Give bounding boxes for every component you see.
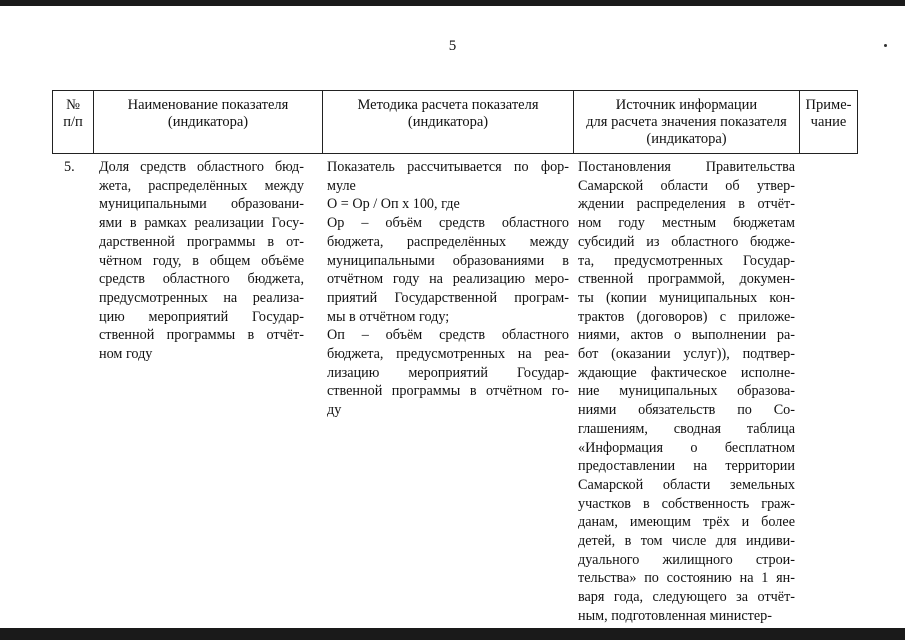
cell-line: та, предусмотренных Государ-: [578, 252, 795, 269]
cell-line: Самарской области земельных: [578, 476, 795, 493]
cell-line: глашениям, сводная таблица: [578, 420, 795, 437]
row-number-text: 5.: [64, 159, 75, 175]
cell-line: детей, в том числе для индиви-: [578, 533, 795, 550]
cell-line: мы в отчётном году;: [327, 308, 450, 325]
cell-line: бот (оказании услуг)), подтвер-: [578, 346, 795, 363]
table-header-border: [52, 153, 858, 154]
cell-line: лизацию мероприятий Государ-: [327, 364, 569, 381]
cell-line: ниями обязательств по Со-: [578, 402, 795, 419]
cell-line: ние муниципальных образова-: [578, 383, 795, 400]
cell-line: дарственной программы в от-: [99, 233, 304, 250]
cell-line: Постановления Правительства: [578, 159, 795, 175]
header-note: [800, 97, 857, 131]
cell-line: Самарской области об утвер-: [578, 177, 795, 194]
header-note-line: Приме-: [805, 97, 852, 113]
cell-line: Показатель рассчитывается по фор-: [327, 159, 569, 175]
cell-line: жета, распределённых между: [99, 177, 304, 194]
cell-line: дуального жилищного строи-: [578, 551, 795, 568]
cell-line: ном году местным бюджетам: [578, 215, 795, 232]
cell-line: «Информация о бесплатном: [578, 439, 795, 456]
header-num: [53, 97, 93, 131]
header-num-line: п/п: [63, 114, 83, 130]
cell-line: муниципальными образовани-: [99, 196, 304, 213]
cell-line: предоставлении на территории: [578, 458, 795, 475]
header-source: [574, 97, 799, 148]
cell-line: трактов (договоров) с приложе-: [578, 308, 795, 325]
cell-line: чётном году, в общем объёме: [99, 252, 304, 269]
cell-line: средств областного бюджета,: [99, 271, 304, 288]
cell-line: ственной программой, докумен-: [578, 271, 795, 288]
cell-line: цию мероприятий Государ-: [99, 308, 304, 325]
header-indicator-name: [94, 97, 322, 131]
cell-line: ном году: [99, 346, 153, 363]
cell-line: отчётном году на реализацию меро-: [327, 271, 569, 288]
header-method: [323, 97, 573, 131]
cell-line: О = Ор / Оп х 100, где: [327, 196, 460, 213]
table-right-border: [857, 90, 858, 154]
scan-edge-top: [0, 0, 905, 6]
cell-line: Доля средств областного бюд-: [99, 159, 304, 175]
header-source-line: (индикатора): [646, 131, 727, 147]
cell-line: бюджета, распределённых между: [327, 233, 569, 250]
cell-line: ями в рамках реализации Госу-: [99, 215, 304, 232]
cell-line: муле: [327, 177, 356, 194]
cell-line: бюджета, предусмотренных на реа-: [327, 346, 569, 363]
header-num-line: №: [66, 97, 80, 113]
cell-line: приятий Государственной програм-: [327, 289, 569, 306]
cell-line: варя года, следующего за отчёт-: [578, 589, 795, 606]
cell-line: ждении распределения в отчёт-: [578, 196, 795, 213]
cell-method: [327, 158, 569, 420]
page-number: 5: [448, 38, 457, 54]
cell-source: [578, 158, 795, 626]
cell-line: участков в собственность граж-: [578, 495, 795, 512]
cell-indicator-name: [99, 158, 304, 364]
header-source-line: Источник информации: [615, 97, 758, 113]
cell-line: Оп – объём средств областного: [327, 327, 569, 344]
cell-line: предусмотренных на реализа-: [99, 289, 304, 306]
cell-line: ждающие фактическое исполне-: [578, 364, 795, 381]
cell-line: данам, имеющим трёх и более: [578, 514, 795, 531]
cell-line: ду: [327, 402, 342, 419]
cell-line: Ор – объём средств областного: [327, 215, 569, 232]
scan-edge-bottom: [0, 628, 905, 640]
cell-line: ты (копии муниципальных кон-: [578, 289, 795, 306]
cell-line: ственной программы в отчётном го-: [327, 383, 569, 400]
cell-line: ниями, актов о выполнении ра-: [578, 327, 795, 344]
row-number: [64, 158, 90, 177]
cell-line: ным, подготовленная министер-: [578, 607, 772, 624]
cell-line: муниципальными образованиями в: [327, 252, 569, 269]
header-note-line: чание: [810, 114, 847, 130]
header-method-line: Методика расчета показателя: [357, 97, 539, 113]
header-name-line: Наименование показателя: [127, 97, 289, 113]
header-source-line: для расчета значения показателя: [586, 114, 787, 130]
table-top-border: [52, 90, 858, 91]
cell-line: ственной программы в отчёт-: [99, 327, 304, 344]
cell-line: тельства» по состоянию на 1 ян-: [578, 570, 795, 587]
cell-line: субсидий из областного бюдже-: [578, 233, 795, 250]
header-name-line: (индикатора): [167, 114, 249, 130]
header-method-line: (индикатора): [407, 114, 489, 130]
